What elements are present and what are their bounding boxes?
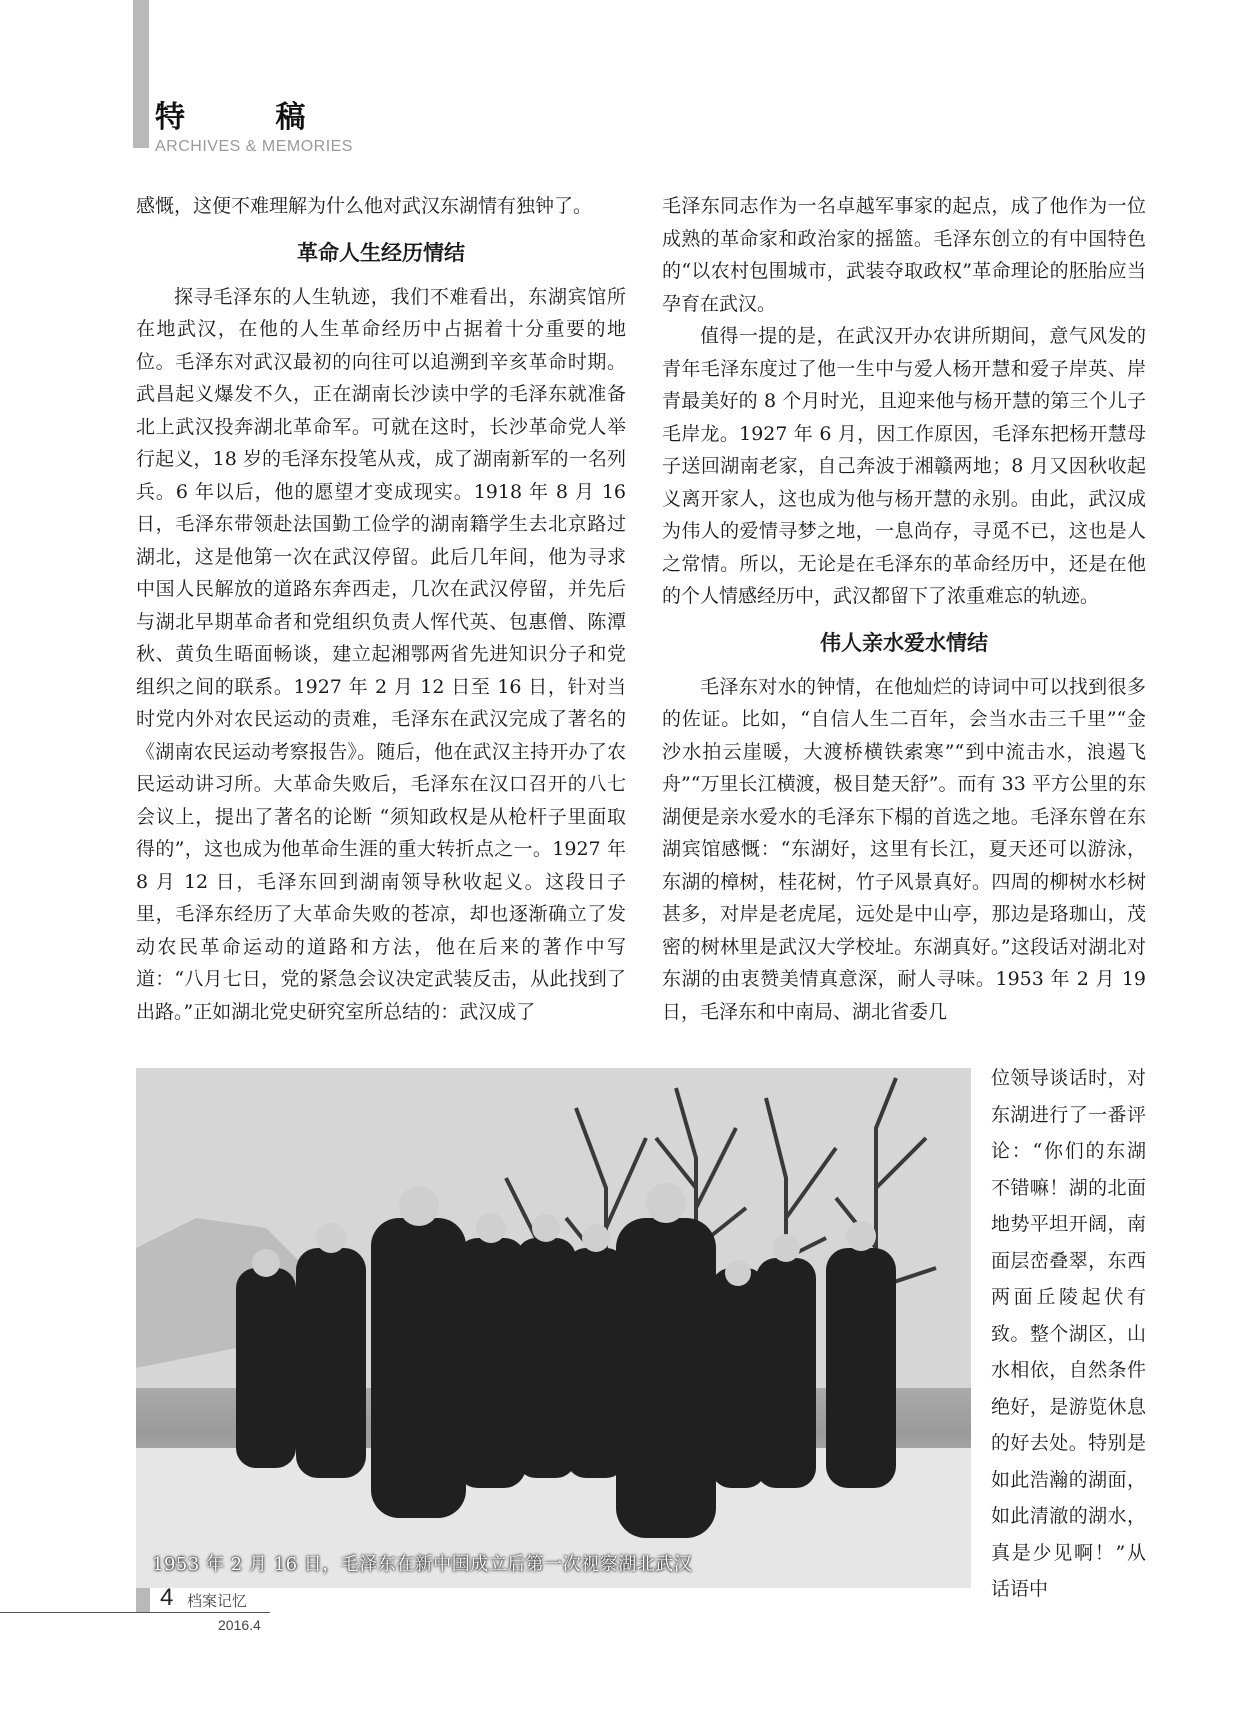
narrow-column	[991, 1060, 1146, 1608]
photo-caption: 1953 年 2 月 16 日，毛泽东在新中国成立后第一次视察湖北武汉	[152, 1554, 693, 1575]
photo-illustration	[136, 1068, 971, 1588]
paragraph: 毛泽东对水的钟情，在他灿烂的诗词中可以找到很多的佐证。比如，“自信人生二百年，会当水击三千里”“金沙水拍云崖暖，大渡桥横铁索寒”“到中流击水，浪遏飞舟”“万里长江横渡，极目楚天舒”。而有 33 平方公里的东湖便是亲水爱水的毛泽东下榻的首选之地。毛泽东曾在东湖宾馆感慨：“东湖好，这里有长江，夏天还可以游泳，东湖的樟树，桂花树，竹子风景真好。四周的柳树水杉树甚多，对岸是老虎尾，远处是中山亭，那边是珞珈山，茂密的树林里是武汉大学校址。东湖真好。”这段话对湖北对东湖的由衷赞美情真意深，耐人寻味。1953 年 2 月 19 日，毛泽东和中南局、湖北省委几	[662, 675, 1146, 1023]
footer-rule	[0, 1612, 270, 1613]
paragraph: 探寻毛泽东的人生轨迹，我们不难看出，东湖宾馆所在地武汉，在他的人生革命经历中占据着十分重要的地位。毛泽东对武汉最初的向往可以追溯到辛亥革命时期。武昌起义爆发不久，正在湖南长沙读中学的毛泽东就准备北上武汉投奔湖北革命军。可就在这时，长沙革命党人举行起义，18 岁的毛泽东投笔从戎，成了湖南新军的一名列兵。6 年以后，他的愿望才变成现实。1918 年 8 月 16 日，毛泽东带领赴法国勤工俭学的湖南籍学生去北京路过湖北，这是他第一次在武汉停留。此后几年间，他为寻求中国人民解放的道路东奔西走，几次在武汉停留，并先后与湖北早期革命者和党组织负责人恽代英、包惠僧、陈潭秋、黄负生晤面畅谈，建立起湘鄂两省先进知识分子和党组织之间的联系。1927 年 2 月 12 日至 16 日，针对当时党内外对农民运动的责难，毛泽东在武汉完成了著名的《湖南农民运动考察报告》。随后，他在武汉主持开办了农民运动讲习所。大革命失败后，毛泽东在汉口召开的八七会议上，提出了著名的论断 “须知政权是从枪杆子里面取得的”，这也成为他革命生涯的重大转折点之一。1927 年 8 月 12 日，毛泽东回到湖南领导秋收起义。这段日子里，毛泽东经历了大革命失败的苍凉，却也逐渐确立了发动农民革命运动的道路和方法，他在后来的著作中写道：“八月七日，党的紧急会议决定武装反击，从此找到了出路。”正如湖北党史研究室所总结的：武汉成了	[136, 285, 626, 1023]
footer-accent-bar	[136, 1588, 150, 1612]
paragraph: 位领导谈话时，对东湖进行了一番评论：“你们的东湖不错嘛！湖的北面地势平坦开阔，南面层峦叠翠，东西两面丘陵起伏有致。整个湖区，山水相依，自然条件绝好，是游览休息的好去处。特别是如此浩瀚的湖面，如此清澈的湖水，真是少见啊！”从话语中	[991, 1067, 1146, 1600]
paragraph: 感慨，这便不难理解为什么他对武汉东湖情有独钟了。	[136, 195, 593, 217]
section-subtitle: ARCHIVES & MEMORIES	[155, 138, 353, 155]
section-title: 特 稿	[155, 100, 346, 135]
left-column	[136, 190, 626, 1028]
header-accent-bar	[133, 0, 149, 148]
issue-number: 2016.4	[218, 1617, 261, 1633]
journal-name: 档案记忆	[187, 1592, 248, 1610]
page-number: 4	[160, 1584, 174, 1611]
paragraph: 毛泽东同志作为一名卓越军事家的起点，成了他作为一位成熟的革命家和政治家的摇篮。毛泽东创立的有中国特色的“以农村包围城市，武装夺取政权”革命理论的胚胎应当孕育在武汉。	[662, 195, 1146, 315]
section-heading-revolution: 革命人生经历情结	[297, 240, 465, 265]
paragraph: 值得一提的是，在武汉开办农讲所期间，意气风发的青年毛泽东度过了他一生中与爱人杨开慧和爱子岸英、岸青最美好的 8 个月时光，且迎来他与杨开慧的第三个儿子毛岸龙。1927 年 6 月，因工作原因，毛泽东把杨开慧母子送回湖南老家，自己奔波于湘赣两地；8 月又因秋收起义离开家人，这也成为他与杨开慧的永别。由此，武汉成为伟人的爱情寻梦之地，一息尚存，寻觅不已，这也是人之常情。所以，无论是在毛泽东的革命经历中，还是在他的个人情感经历中，武汉都留下了浓重难忘的轨迹。	[662, 325, 1146, 607]
historical-photo	[136, 1068, 971, 1588]
section-heading-water: 伟人亲水爱水情结	[820, 630, 988, 655]
right-column	[662, 190, 1146, 1028]
